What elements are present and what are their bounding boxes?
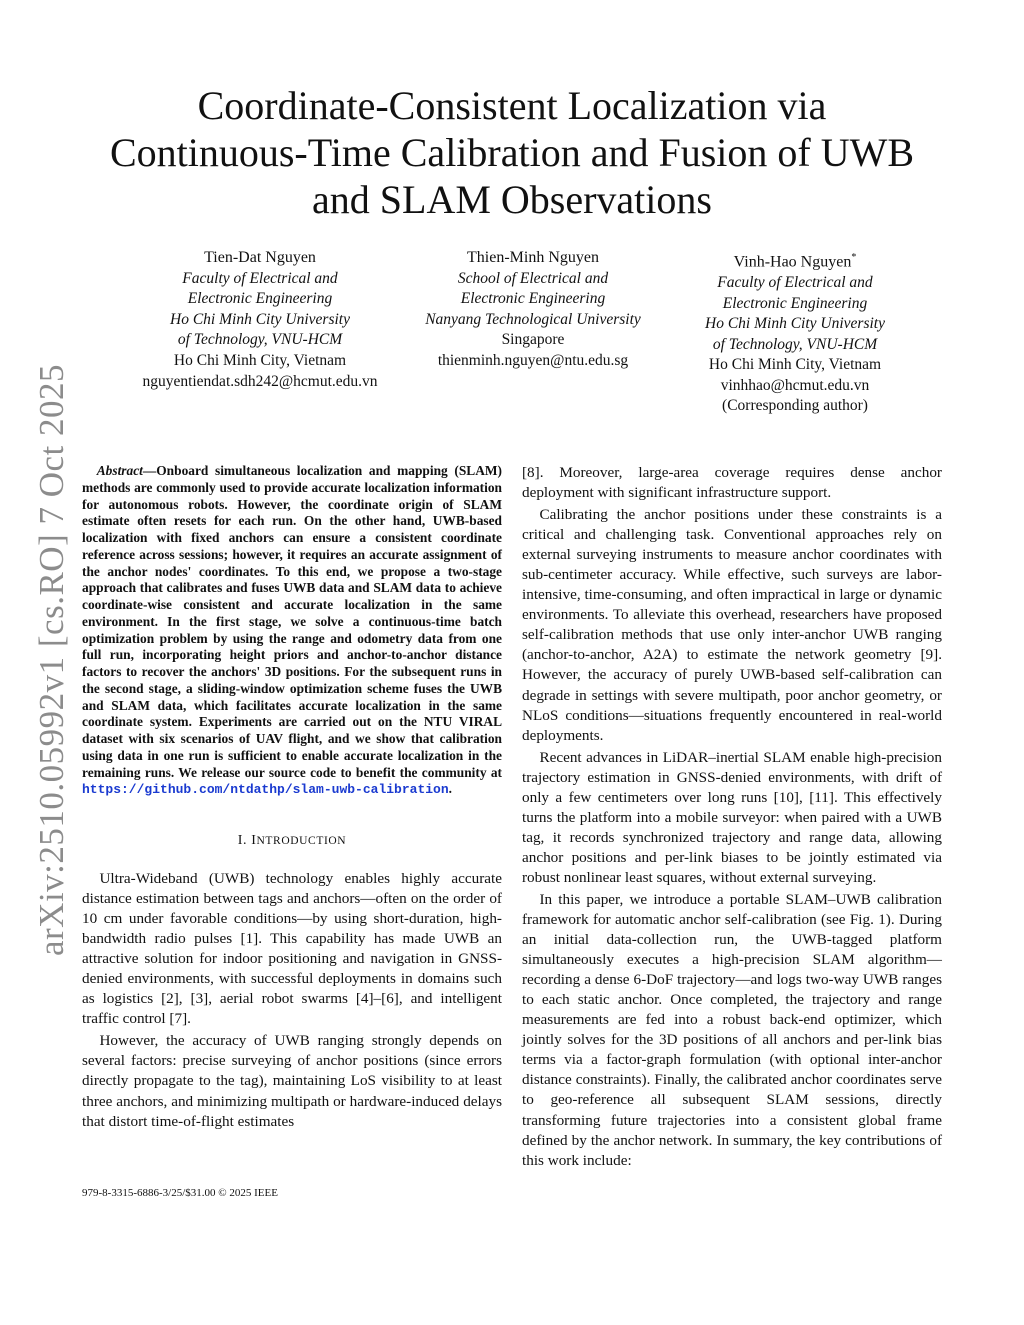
author-city: Ho Chi Minh City, Vietnam bbox=[173, 351, 347, 369]
author-affiliation: of Technology, VNU-HCM bbox=[712, 335, 878, 353]
section-number: I. bbox=[237, 833, 252, 848]
author-affiliation: Faculty of Electrical and bbox=[717, 273, 873, 291]
abstract-text: —Onboard simultaneous localization and mapping (SLAM) methods are commonly used to provide accurate localization information for autonomous robots. However, the coordinate origin of SLAM estimate often resets for each run. On the other hand, UWB-based localization with fixed anchors can ensure a consistent coordinate reference across sessions; however, it requires an accurate assignment of the anchor nodes' coordinates. To this end, we propose a two-stage approach that calibrates and fuses UWB data and SLAM data to achieve coordinate-wise consistent and accurate localization in the same environment. In the first stage, we solve a continuous-time batch optimization problem by using the range and odometry data from one full run, incorporating height priors and anchor-to-anchor distance factors to recover the anchors' 3D positions. For the subsequent runs in the second stage, a sliding-window optimization scheme fuses the UWB and SLAM data, which facilitates accurate localization in the same coordinate system. Experiments are carried out on the NTU VIRAL dataset with six scenarios of UAV flight, and we show that calibration using data in one run is sufficient to enable accurate localization in the remaining runs. We release our source code to benefit the community at bbox=[82, 463, 502, 780]
corresponding-note: (Corresponding author) bbox=[722, 397, 868, 415]
arxiv-side-stamp: arXiv:2510.05992v1 [cs.RO] 7 Oct 2025 bbox=[32, 363, 71, 957]
title-line: Coordinate-Consistent Localization via bbox=[197, 83, 827, 128]
author-1 bbox=[110, 248, 410, 392]
abstract-lead: Abstract bbox=[96, 463, 143, 478]
corresponding-mark: * bbox=[851, 252, 857, 263]
author-name-row bbox=[645, 248, 945, 273]
author-3 bbox=[645, 248, 945, 417]
body-paragraph: In this paper, we introduce a portable SLAM–UWB calibration framework for automatic anchor self-calibration (see Fig. 1). During an initial data-collection run, the UWB-tagged platform simultaneously executes a high-precision SLAM algorithm—recording a dense 6-DoF trajectory—and logs two-way UWB ranges to each static anchor. Once completed, the trajectory and range measurements are fed into a robust back-end optimizer, which jointly solves for the 3D positions of all anchors and per-link bias terms via a factor-graph formulation (with optional inter-anchor distance constraints). Finally, the calibrated anchor coordinates serve to geo-reference all subsequent SLAM sessions, directly transforming future trajectories into a consistent global frame defined by the anchor network. In summary, the key contributions of this work include: bbox=[522, 890, 942, 1169]
body-paragraph: Ultra-Wideband (UWB) technology enables highly accurate distance estimation between tags and anchors—often on the order of 10 cm under favorable conditions—by using short-duration, high-bandwidth radio pulses [1]. This capability has made UWB an attractive solution for indoor positioning and navigation in GNSS-denied environments, with successful deployments in domains such as logistics [2], [3], aerial robot swarms [4]–[6], and intelligent traffic control [7]. bbox=[82, 870, 502, 1028]
abstract-end: . bbox=[448, 781, 453, 797]
right-column bbox=[522, 463, 942, 1173]
author-affiliation: Ho Chi Minh City University bbox=[170, 310, 350, 328]
author-affiliation: Faculty of Electrical and bbox=[182, 269, 338, 287]
body-paragraph: Calibrating the anchor positions under these constraints is a critical and challenging task. Conventional approaches rely on external surveying instruments to measure anchor coordinates with sub-centimeter accuracy. While effective, such surveys are labor-intensive, time-consuming, and often impractical in large or dynamic environments. To alleviate this overhead, researchers have proposed self-calibration methods that use only inter-anchor UWB ranging (anchor-to-anchor, A2A) to estimate the network geometry [9]. However, the accuracy of purely UWB-based self-calibration can degrade in settings with severe multipath, poor anchor geometry, or NLoS conditions—situations frequently encountered in real-world deployments. bbox=[522, 506, 942, 744]
author-affiliation: Electronic Engineering bbox=[460, 290, 606, 308]
author-2 bbox=[383, 248, 683, 372]
author-city: Ho Chi Minh City, Vietnam bbox=[708, 356, 882, 374]
author-email: nguyentiendat.sdh242@hcmut.edu.vn bbox=[142, 372, 378, 390]
body-paragraph: [8]. Moreover, large-area coverage requires dense anchor deployment with significant infrastructure support. bbox=[522, 464, 942, 502]
source-code-link[interactable]: https://github.com/ntdathp/slam-uwb-calibration bbox=[82, 782, 449, 798]
author-name: Vinh-Hao Nguyen bbox=[733, 253, 852, 271]
left-column bbox=[82, 463, 502, 1134]
author-city: Singapore bbox=[501, 331, 565, 349]
author-affiliation: Nanyang Technological University bbox=[425, 310, 641, 328]
author-affiliation: School of Electrical and bbox=[457, 269, 609, 287]
author-affiliation: Electronic Engineering bbox=[722, 294, 868, 312]
title-line: and SLAM Observations bbox=[312, 177, 712, 222]
author-name: Thien-Minh Nguyen bbox=[467, 249, 599, 266]
title-line: Continuous-Time Calibration and Fusion of UWB bbox=[109, 130, 915, 175]
body-paragraph: Recent advances in LiDAR–inertial SLAM enable high-precision trajectory estimation in GNSS-denied environments, with drift of only a few centimeters over long runs [10], [11]. This effectively turns the platform into a mobile surveyor: when paired with a UWB tag, it records synchronized trajectory and range data, allowing anchor positions and per-link biases to be jointly estimated via robust nonlinear least squares, without external surveying. bbox=[522, 748, 942, 886]
author-affiliation: Electronic Engineering bbox=[187, 290, 333, 308]
author-name: Tien-Dat Nguyen bbox=[204, 249, 316, 266]
paper-title bbox=[82, 82, 942, 223]
section-title-rest: NTRODUCTION bbox=[256, 835, 347, 847]
section-heading bbox=[82, 833, 502, 849]
author-email: vinhhao@hcmut.edu.vn bbox=[720, 376, 870, 394]
author-affiliation: Ho Chi Minh City University bbox=[705, 315, 885, 333]
author-affiliation: of Technology, VNU-HCM bbox=[177, 331, 343, 349]
abstract bbox=[82, 463, 502, 799]
author-email: thienminh.nguyen@ntu.edu.sg bbox=[437, 351, 629, 369]
section-first-letter: I bbox=[251, 833, 257, 848]
copyright-footer: 979-8-3315-6886-3/25/$31.00 © 2025 IEEE bbox=[82, 1187, 278, 1199]
body-paragraph: However, the accuracy of UWB ranging strongly depends on several factors: precise surveying of anchor positions (since errors directly propagate to the tag), maintaining LoS visibility to at least three anchors, and minimizing multipath or hardware-induced delays that distort time-of-flight estimates bbox=[82, 1032, 502, 1130]
